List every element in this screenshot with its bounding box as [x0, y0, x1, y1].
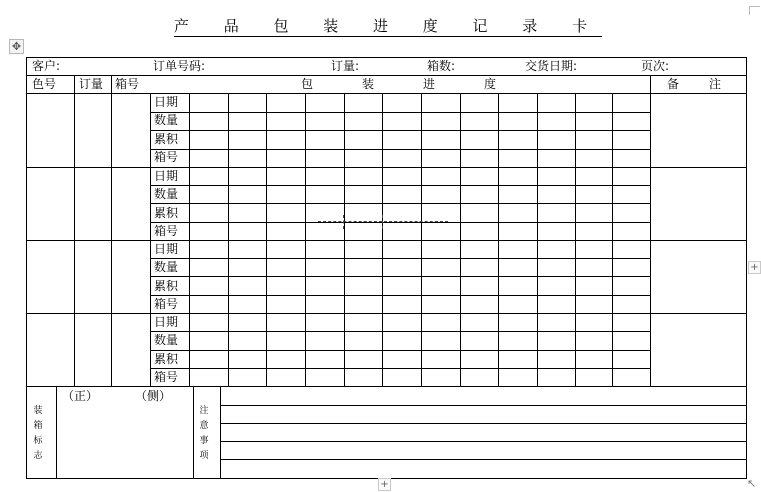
marks-label-char: 装	[33, 406, 43, 416]
table-move-handle-icon[interactable]: ✥	[9, 39, 24, 54]
grid-line	[220, 441, 747, 442]
insert-column-plus-icon[interactable]: +	[748, 261, 761, 274]
grid-line	[228, 93, 229, 387]
dashed-guide-line	[318, 221, 448, 222]
marks-label-char: 志	[33, 451, 43, 461]
dashed-guide-tick	[343, 215, 344, 229]
row-label: 数量	[154, 113, 179, 127]
progress-header-char: 进	[423, 77, 436, 91]
row-label: 累积	[154, 132, 179, 146]
row-label: 数量	[154, 333, 179, 347]
side-mark-label: （侧）	[135, 389, 172, 403]
grid-line	[189, 93, 190, 387]
table-border-top	[26, 57, 747, 58]
row-label: 箱号	[154, 224, 179, 238]
row-label: 累积	[154, 206, 179, 220]
grid-line	[26, 240, 747, 241]
grid-line	[26, 93, 747, 94]
grid-line	[26, 167, 747, 168]
grid-line	[305, 93, 306, 387]
customer-label: 客户:	[32, 59, 61, 73]
order-quantity-label: 订量:	[331, 59, 360, 73]
grid-line	[26, 313, 747, 314]
grid-line	[266, 93, 267, 387]
dashed-guide-tick	[382, 215, 383, 229]
grid-line	[460, 93, 461, 387]
grid-line	[220, 386, 221, 479]
row-label: 日期	[154, 95, 179, 109]
grid-line	[150, 93, 151, 387]
progress-header-char: 包	[301, 77, 314, 91]
insert-row-plus-icon[interactable]: +	[378, 478, 391, 491]
grid-line	[612, 93, 613, 387]
order-number-label: 订单号码:	[153, 59, 206, 73]
grid-line	[650, 75, 651, 387]
grid-line	[575, 93, 576, 387]
grid-line	[56, 386, 57, 479]
box-count-label: 箱数:	[427, 59, 456, 73]
grid-line	[220, 405, 747, 406]
row-label: 箱号	[154, 150, 179, 164]
row-label: 累积	[154, 279, 179, 293]
table-border-right	[746, 57, 747, 479]
grid-line	[421, 93, 422, 387]
progress-header-char: 装	[362, 77, 375, 91]
front-mark-label: （正）	[62, 389, 99, 403]
delivery-date-label: 交货日期:	[525, 59, 578, 73]
row-label: 累积	[154, 352, 179, 366]
row-label: 箱号	[154, 370, 179, 384]
row-label: 日期	[154, 315, 179, 329]
page-corner-mark-icon	[749, 6, 760, 15]
color-number-header: 色号	[32, 77, 57, 91]
order-quantity-header: 订量	[79, 77, 104, 91]
grid-line	[537, 93, 538, 387]
grid-line	[382, 93, 383, 387]
grid-line	[111, 75, 112, 387]
grid-line	[74, 75, 75, 387]
row-label: 箱号	[154, 297, 179, 311]
grid-line	[220, 423, 747, 424]
row-label: 日期	[154, 242, 179, 256]
grid-line	[220, 459, 747, 460]
remarks-header-char: 备	[667, 77, 680, 91]
notes-label-char: 意	[199, 421, 209, 431]
marks-label-char: 箱	[33, 421, 43, 431]
table-border-left	[26, 57, 27, 479]
remarks-header-char: 注	[709, 77, 722, 91]
row-label: 数量	[154, 260, 179, 274]
table-resize-handle-icon[interactable]: ↖	[747, 477, 757, 490]
marks-label-char: 标	[33, 436, 43, 446]
box-number-header: 箱号	[115, 77, 140, 91]
progress-header-char: 度	[484, 77, 497, 91]
grid-line	[498, 93, 499, 387]
grid-line	[344, 93, 345, 387]
row-label: 日期	[154, 169, 179, 183]
row-label: 数量	[154, 187, 179, 201]
document-title-text: 产 品 包 装 进 度 记 录 卡	[173, 17, 603, 35]
notes-label-char: 事	[199, 436, 209, 446]
grid-line	[26, 386, 747, 387]
page-number-label: 页次:	[641, 59, 670, 73]
document-title	[0, 15, 761, 36]
notes-label-char: 项	[199, 451, 209, 461]
grid-line	[193, 386, 194, 479]
notes-label-char: 注	[199, 406, 209, 416]
